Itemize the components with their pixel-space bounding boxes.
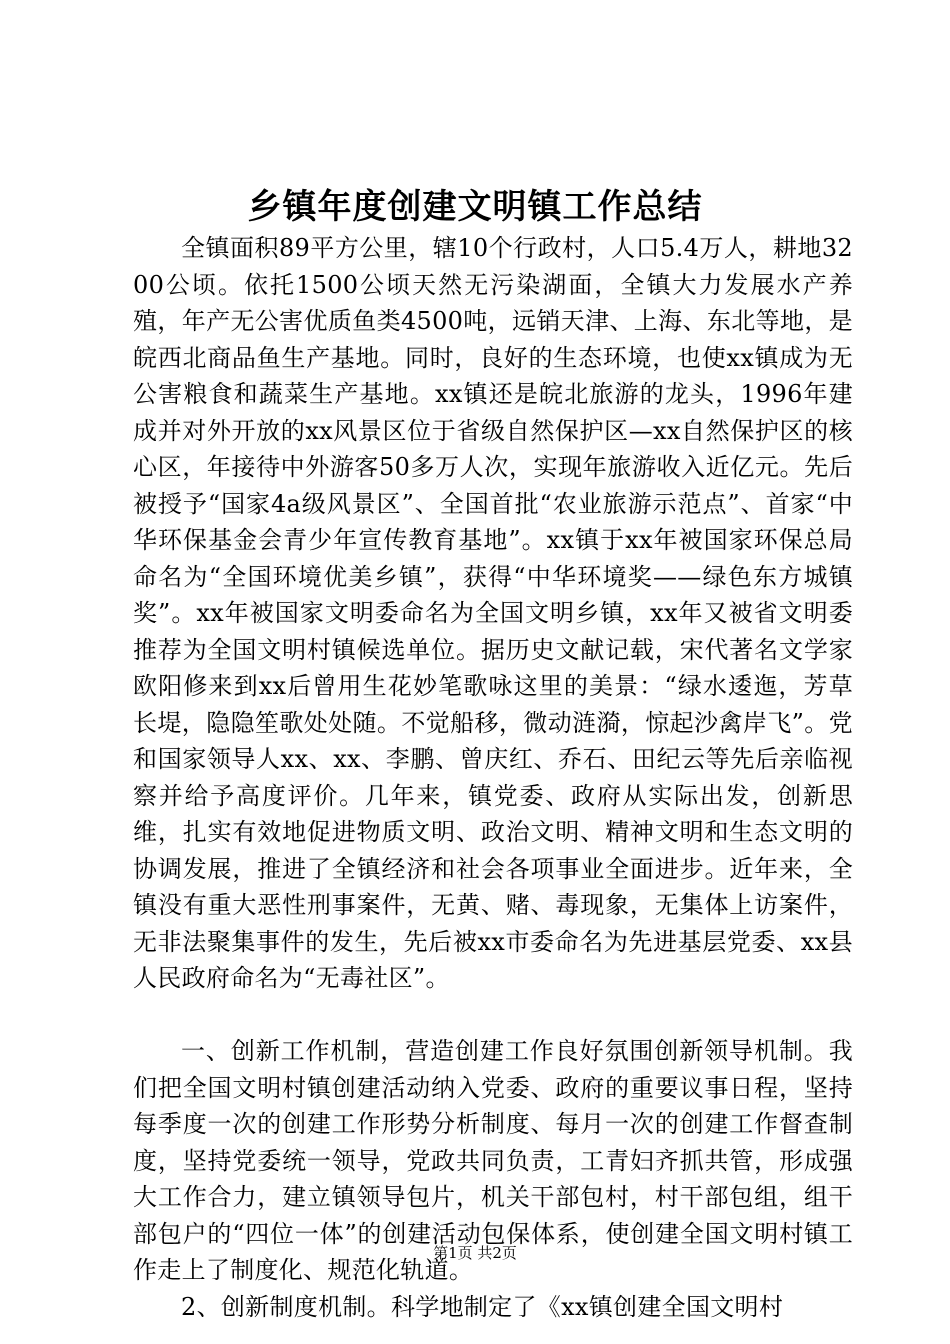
paragraph-section-one: 一、创新工作机制，营造创建工作良好氛围创新领导机制。我们把全国文明村镇创建活动纳入党委、政府的重要议事日程，坚持每季度一次的创建工作形势分析制度、每月一次的创建工作督查制度，坚持党委统一领导，党政共同负责，工青妇齐抓共管，形成强大工作合力，建立镇领导包片，机关干部包村，村干部包组，组干部包户的“四位一体”的创建活动包保体系，使创建全国文明村镇工作走上了制度化、规范化轨道。 — [133, 1037, 853, 1284]
document-title: 乡镇年度创建文明镇工作总结 — [247, 187, 703, 227]
document-body — [133, 230, 853, 1325]
paragraph-intro: 全镇面积89平方公里，辖10个行政村，人口5.4万人，耕地3200公顷。依托1500公顷天然无污染湖面，全镇大力发展水产养殖，年产无公害优质鱼类4500吨，远销天津、上海、东北等地，是皖西北商品鱼生产基地。同时，良好的生态环境，也使xx镇成为无公害粮食和蔬菜生产基地。xx镇还是皖北旅游的龙头，1996年建成并对外开放的xx风景区位于省级自然保护区—xx自然保护区的核心区，年接待中外游客50多万人次，实现年旅游收入近亿元。先后被授予“国家4a级风景区”、全国首批“农业旅游示范点”、首家“中华环保基金会青少年宣传教育基地”。xx镇于xx年被国家环保总局命名为“全国环境优美乡镇”，获得“中华环境奖——绿色东方城镇奖”。xx年被国家文明委命名为全国文明乡镇，xx年又被省文明委推荐为全国文明村镇候选单位。据历史文献记载，宋代著名文学家欧阳修来到xx后曾用生花妙笔歌咏这里的美景：“绿水逶迤，芳草长堤，隐隐笙歌处处随。不觉船移，微动涟漪，惊起沙禽岸飞”。党和国家领导人xx、xx、李鹏、曾庆红、乔石、田纪云等先后亲临视察并给予高度评价。几年来，镇党委、政府从实际出发，创新思维，扎实有效地促进物质文明、政治文明、精神文明和生态文明的协调发展，推进了全镇经济和社会各项事业全面进步。近年来，全镇没有重大恶性刑事案件，无黄、赌、毒现象，无集体上访案件，无非法聚集事件的发生，先后被xx市委命名为先进基层党委、xx县人民政府命名为“无毒社区”。 — [133, 234, 853, 992]
paragraph-section-two: 2、创新制度机制。科学地制定了《xx镇创建全国文明村 — [181, 1292, 784, 1321]
page-footer: 第1页 共2页 — [433, 1244, 517, 1262]
paragraph-spacer — [133, 997, 853, 1034]
